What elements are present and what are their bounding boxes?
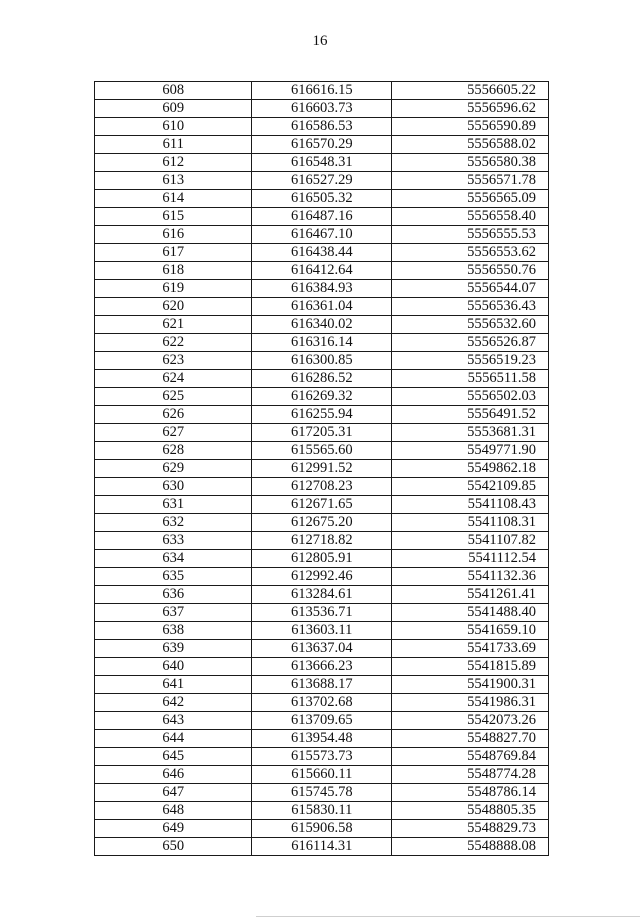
table-row: [95, 280, 549, 298]
table-row: [95, 316, 549, 334]
x-coordinate-cell: 616505.32: [252, 190, 392, 208]
table-row: [95, 784, 549, 802]
table-row: [95, 568, 549, 586]
table-row: [95, 622, 549, 640]
table-row: [95, 190, 549, 208]
coordinates-table: [94, 81, 549, 856]
point-number-cell: 627: [95, 424, 252, 442]
x-coordinate-cell: 616570.29: [252, 136, 392, 154]
y-coordinate-cell: 5548774.28: [392, 766, 549, 784]
x-coordinate-cell: 616467.10: [252, 226, 392, 244]
x-coordinate-cell: 613709.65: [252, 712, 392, 730]
table-row: [95, 550, 549, 568]
y-coordinate-cell: 5553681.31: [392, 424, 549, 442]
x-coordinate-cell: 616548.31: [252, 154, 392, 172]
x-coordinate-cell: 616603.73: [252, 100, 392, 118]
y-coordinate-cell: 5556544.07: [392, 280, 549, 298]
point-number-cell: 649: [95, 820, 252, 838]
table-row: [95, 712, 549, 730]
table-row: [95, 586, 549, 604]
y-coordinate-cell: 5541132.36: [392, 568, 549, 586]
x-coordinate-cell: 616361.04: [252, 298, 392, 316]
x-coordinate-cell: 616300.85: [252, 352, 392, 370]
y-coordinate-cell: 5556580.38: [392, 154, 549, 172]
point-number-cell: 616: [95, 226, 252, 244]
table-row: [95, 334, 549, 352]
table-row: [95, 694, 549, 712]
y-coordinate-cell: 5556588.02: [392, 136, 549, 154]
y-coordinate-cell: 5541986.31: [392, 694, 549, 712]
x-coordinate-cell: 616340.02: [252, 316, 392, 334]
point-number-cell: 638: [95, 622, 252, 640]
y-coordinate-cell: 5556502.03: [392, 388, 549, 406]
y-coordinate-cell: 5541815.89: [392, 658, 549, 676]
point-number-cell: 617: [95, 244, 252, 262]
point-number-cell: 630: [95, 478, 252, 496]
y-coordinate-cell: 5556553.62: [392, 244, 549, 262]
y-coordinate-cell: 5542073.26: [392, 712, 549, 730]
y-coordinate-cell: 5541261.41: [392, 586, 549, 604]
point-number-cell: 622: [95, 334, 252, 352]
x-coordinate-cell: 615906.58: [252, 820, 392, 838]
table-row: [95, 388, 549, 406]
table-row: [95, 766, 549, 784]
x-coordinate-cell: 615660.11: [252, 766, 392, 784]
table-row: [95, 244, 549, 262]
point-number-cell: 624: [95, 370, 252, 388]
point-number-cell: 639: [95, 640, 252, 658]
page-number: 16: [312, 33, 328, 49]
x-coordinate-cell: 612718.82: [252, 532, 392, 550]
x-coordinate-cell: 615565.60: [252, 442, 392, 460]
point-number-cell: 628: [95, 442, 252, 460]
point-number-cell: 646: [95, 766, 252, 784]
point-number-cell: 620: [95, 298, 252, 316]
table-row: [95, 676, 549, 694]
point-number-cell: 625: [95, 388, 252, 406]
y-coordinate-cell: 5541733.69: [392, 640, 549, 658]
y-coordinate-cell: 5556596.62: [392, 100, 549, 118]
coordinates-table-body: [95, 82, 549, 856]
x-coordinate-cell: 613637.04: [252, 640, 392, 658]
x-coordinate-cell: 613688.17: [252, 676, 392, 694]
table-row: [95, 640, 549, 658]
table-row: [95, 352, 549, 370]
x-coordinate-cell: 612708.23: [252, 478, 392, 496]
y-coordinate-cell: 5556491.52: [392, 406, 549, 424]
x-coordinate-cell: 615745.78: [252, 784, 392, 802]
point-number-cell: 621: [95, 316, 252, 334]
x-coordinate-cell: 612805.91: [252, 550, 392, 568]
y-coordinate-cell: 5556550.76: [392, 262, 549, 280]
table-row: [95, 172, 549, 190]
table-row: [95, 226, 549, 244]
y-coordinate-cell: 5548805.35: [392, 802, 549, 820]
point-number-cell: 608: [95, 82, 252, 100]
y-coordinate-cell: 5541107.82: [392, 532, 549, 550]
point-number-cell: 641: [95, 676, 252, 694]
y-coordinate-cell: 5556536.43: [392, 298, 549, 316]
point-number-cell: 645: [95, 748, 252, 766]
table-row: [95, 424, 549, 442]
y-coordinate-cell: 5548827.70: [392, 730, 549, 748]
table-row: [95, 100, 549, 118]
table-row: [95, 442, 549, 460]
y-coordinate-cell: 5542109.85: [392, 478, 549, 496]
table-row: [95, 748, 549, 766]
x-coordinate-cell: 616286.52: [252, 370, 392, 388]
x-coordinate-cell: 616269.32: [252, 388, 392, 406]
x-coordinate-cell: 616412.64: [252, 262, 392, 280]
point-number-cell: 615: [95, 208, 252, 226]
x-coordinate-cell: 616527.29: [252, 172, 392, 190]
table-row: [95, 82, 549, 100]
y-coordinate-cell: 5556555.53: [392, 226, 549, 244]
x-coordinate-cell: 616114.31: [252, 838, 392, 856]
point-number-cell: 610: [95, 118, 252, 136]
point-number-cell: 613: [95, 172, 252, 190]
table-row: [95, 658, 549, 676]
table-row: [95, 532, 549, 550]
table-row: [95, 118, 549, 136]
x-coordinate-cell: 616487.16: [252, 208, 392, 226]
x-coordinate-cell: 612992.46: [252, 568, 392, 586]
table-row: [95, 514, 549, 532]
y-coordinate-cell: 5556565.09: [392, 190, 549, 208]
bottom-rule: [256, 916, 640, 917]
x-coordinate-cell: 616255.94: [252, 406, 392, 424]
x-coordinate-cell: 616438.44: [252, 244, 392, 262]
y-coordinate-cell: 5556590.89: [392, 118, 549, 136]
point-number-cell: 609: [95, 100, 252, 118]
point-number-cell: 633: [95, 532, 252, 550]
table-row: [95, 154, 549, 172]
y-coordinate-cell: 5556519.23: [392, 352, 549, 370]
point-number-cell: 635: [95, 568, 252, 586]
point-number-cell: 614: [95, 190, 252, 208]
y-coordinate-cell: 5556571.78: [392, 172, 549, 190]
x-coordinate-cell: 613284.61: [252, 586, 392, 604]
point-number-cell: 612: [95, 154, 252, 172]
y-coordinate-cell: 5549862.18: [392, 460, 549, 478]
point-number-cell: 634: [95, 550, 252, 568]
x-coordinate-cell: 617205.31: [252, 424, 392, 442]
point-number-cell: 618: [95, 262, 252, 280]
x-coordinate-cell: 612991.52: [252, 460, 392, 478]
y-coordinate-cell: 5541659.10: [392, 622, 549, 640]
table-row: [95, 208, 549, 226]
point-number-cell: 631: [95, 496, 252, 514]
point-number-cell: 647: [95, 784, 252, 802]
point-number-cell: 629: [95, 460, 252, 478]
table-row: [95, 604, 549, 622]
table-row: [95, 496, 549, 514]
y-coordinate-cell: 5548829.73: [392, 820, 549, 838]
point-number-cell: 636: [95, 586, 252, 604]
x-coordinate-cell: 613702.68: [252, 694, 392, 712]
y-coordinate-cell: 5541112.54: [392, 550, 549, 568]
x-coordinate-cell: 613954.48: [252, 730, 392, 748]
y-coordinate-cell: 5548888.08: [392, 838, 549, 856]
point-number-cell: 619: [95, 280, 252, 298]
x-coordinate-cell: 613603.11: [252, 622, 392, 640]
table-row: [95, 838, 549, 856]
table-row: [95, 298, 549, 316]
x-coordinate-cell: 613666.23: [252, 658, 392, 676]
x-coordinate-cell: 616586.53: [252, 118, 392, 136]
point-number-cell: 644: [95, 730, 252, 748]
x-coordinate-cell: 612671.65: [252, 496, 392, 514]
point-number-cell: 611: [95, 136, 252, 154]
point-number-cell: 643: [95, 712, 252, 730]
y-coordinate-cell: 5541488.40: [392, 604, 549, 622]
point-number-cell: 637: [95, 604, 252, 622]
table-row: [95, 370, 549, 388]
table-row: [95, 730, 549, 748]
x-coordinate-cell: 616616.15: [252, 82, 392, 100]
point-number-cell: 648: [95, 802, 252, 820]
point-number-cell: 642: [95, 694, 252, 712]
y-coordinate-cell: 5549771.90: [392, 442, 549, 460]
y-coordinate-cell: 5556605.22: [392, 82, 549, 100]
point-number-cell: 623: [95, 352, 252, 370]
table-row: [95, 406, 549, 424]
table-row: [95, 262, 549, 280]
y-coordinate-cell: 5541108.43: [392, 496, 549, 514]
point-number-cell: 640: [95, 658, 252, 676]
y-coordinate-cell: 5556532.60: [392, 316, 549, 334]
y-coordinate-cell: 5541108.31: [392, 514, 549, 532]
table-row: [95, 478, 549, 496]
x-coordinate-cell: 613536.71: [252, 604, 392, 622]
y-coordinate-cell: 5548786.14: [392, 784, 549, 802]
table-row: [95, 460, 549, 478]
y-coordinate-cell: 5556511.58: [392, 370, 549, 388]
point-number-cell: 632: [95, 514, 252, 532]
point-number-cell: 650: [95, 838, 252, 856]
x-coordinate-cell: 615830.11: [252, 802, 392, 820]
y-coordinate-cell: 5556526.87: [392, 334, 549, 352]
point-number-cell: 626: [95, 406, 252, 424]
x-coordinate-cell: 612675.20: [252, 514, 392, 532]
table-row: [95, 820, 549, 838]
y-coordinate-cell: 5548769.84: [392, 748, 549, 766]
table-row: [95, 136, 549, 154]
y-coordinate-cell: 5541900.31: [392, 676, 549, 694]
x-coordinate-cell: 616384.93: [252, 280, 392, 298]
x-coordinate-cell: 616316.14: [252, 334, 392, 352]
y-coordinate-cell: 5556558.40: [392, 208, 549, 226]
x-coordinate-cell: 615573.73: [252, 748, 392, 766]
table-row: [95, 802, 549, 820]
